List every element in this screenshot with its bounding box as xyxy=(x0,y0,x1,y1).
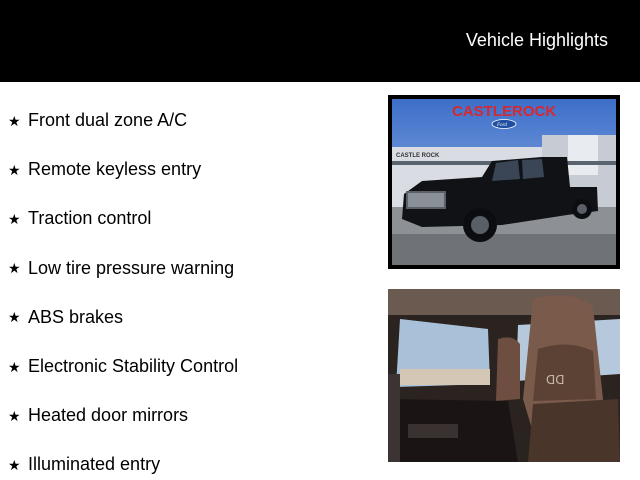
feature-label: Front dual zone A/C xyxy=(28,110,188,131)
dealer-logo-text: CASTLEROCK xyxy=(452,103,557,120)
star-icon: ★ xyxy=(8,112,21,129)
feature-item xyxy=(8,293,368,342)
brand-badge: Ford xyxy=(497,123,507,128)
feature-item xyxy=(8,145,368,194)
feature-item xyxy=(8,342,368,391)
vehicle-exterior-photo xyxy=(388,95,620,269)
star-icon: ★ xyxy=(8,309,21,326)
star-icon: ★ xyxy=(8,260,21,277)
feature-label: Heated door mirrors xyxy=(28,405,189,426)
seat-monogram-icon: ᗡᗡ xyxy=(546,373,565,387)
vehicle-interior-photo xyxy=(388,289,620,462)
star-icon: ★ xyxy=(8,161,21,178)
feature-item xyxy=(8,391,368,440)
building-sign: CASTLE ROCK xyxy=(396,153,440,159)
truck-illustration xyxy=(392,99,616,265)
feature-list xyxy=(8,96,368,480)
feature-label: Illuminated entry xyxy=(28,454,161,475)
feature-label: Remote keyless entry xyxy=(28,159,202,180)
feature-label: Low tire pressure warning xyxy=(28,257,235,278)
star-icon: ★ xyxy=(8,210,21,227)
star-icon: ★ xyxy=(8,407,21,424)
feature-item xyxy=(8,440,368,480)
feature-label: Electronic Stability Control xyxy=(28,356,239,377)
feature-item xyxy=(8,96,368,145)
star-icon: ★ xyxy=(8,358,21,375)
star-icon: ★ xyxy=(8,456,21,473)
interior-illustration xyxy=(388,289,620,462)
feature-item xyxy=(8,244,368,293)
header-bar xyxy=(0,0,640,82)
feature-label: Traction control xyxy=(28,208,152,229)
feature-item xyxy=(8,194,368,243)
feature-label: ABS brakes xyxy=(28,306,124,327)
page-title: Vehicle Highlights xyxy=(465,30,608,50)
